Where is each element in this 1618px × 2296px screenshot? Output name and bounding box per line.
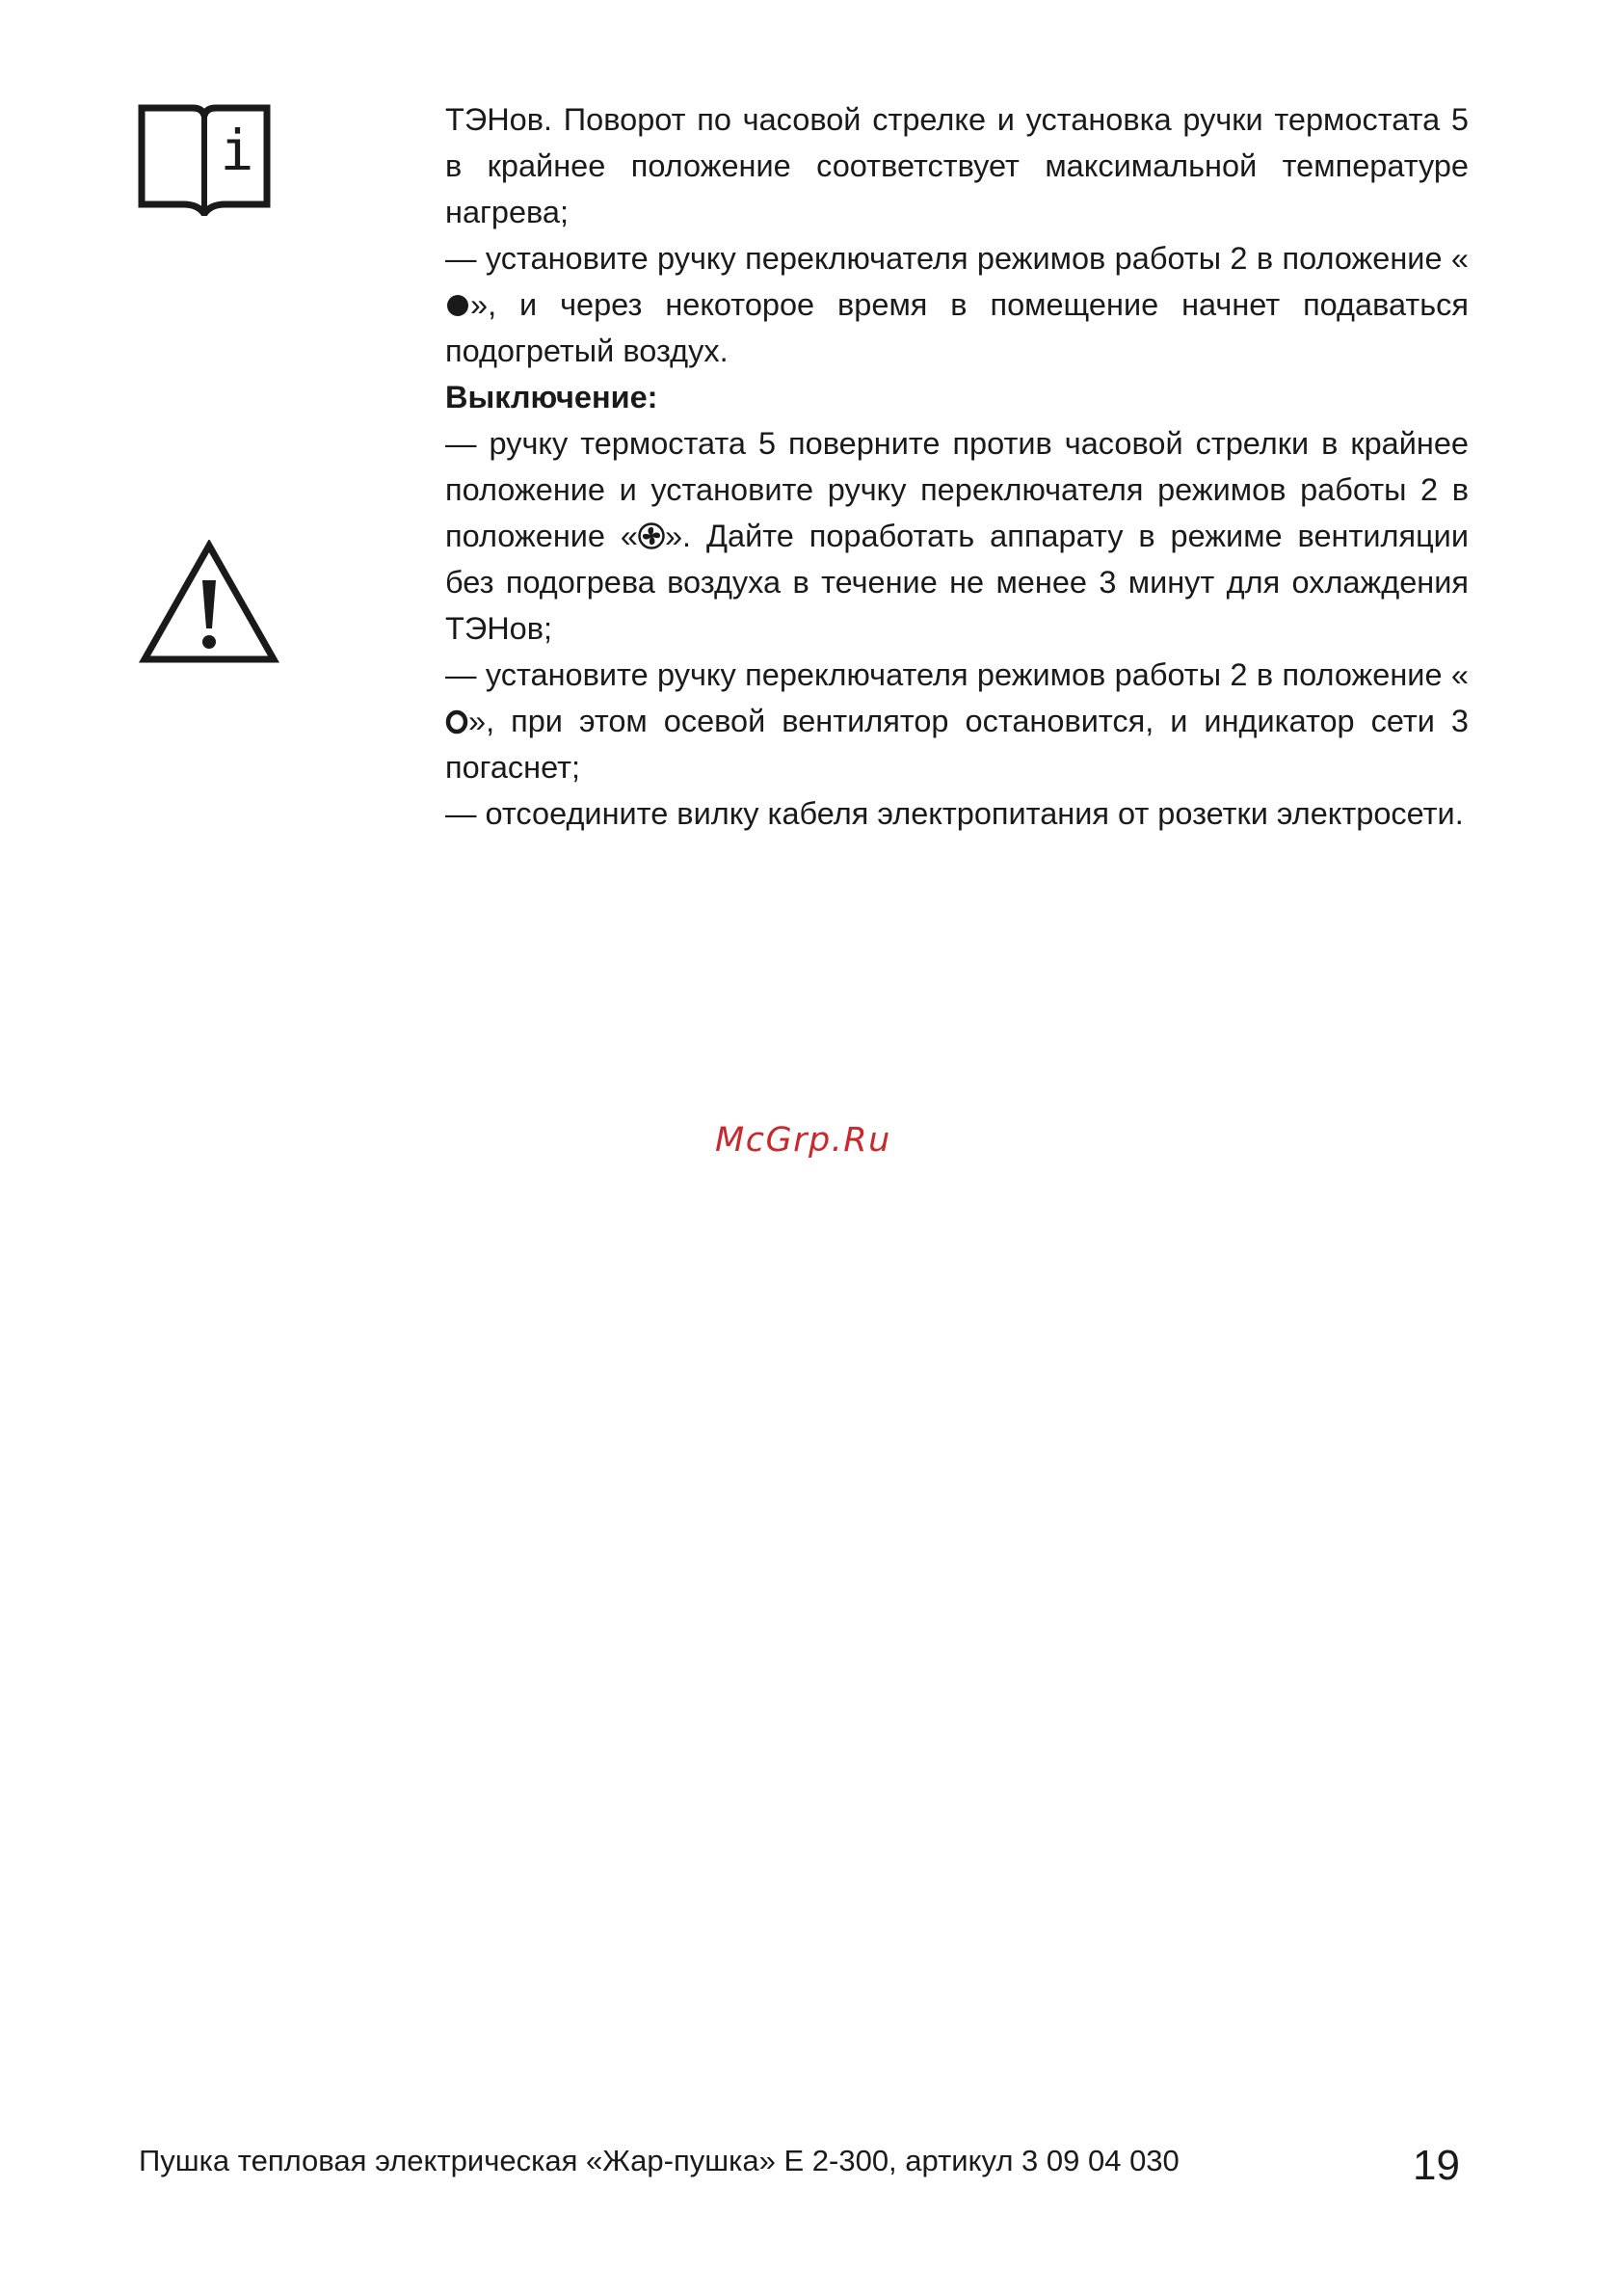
paragraph-heating-max: ТЭНов. Поворот по часовой стрелке и установка ручки термостата 5 в крайнее положение соответствует максимальной температуре нагрева; [445,102,1469,229]
off-circle-icon [445,709,468,734]
paragraph-fan-mode [445,420,1469,652]
filled-circle-icon [445,293,470,318]
instruction-text [445,96,1469,837]
paragraph-off-mode [445,652,1469,790]
watermark: McGrp.Ru [715,1121,891,1160]
paragraph-text: — установите ручку переключателя режимов работы 2 в положение « [445,657,1469,692]
paragraph-text: », и через некоторое время в помещение начнет подаваться подогретый воздух. [445,287,1469,368]
warning-triangle-icon [139,540,279,665]
footer-title: Пушка тепловая электрическая «Жар-пушка» Е 2-300, артикул 3 09 04 030 [139,2144,1180,2177]
page-number: 19 [1413,2142,1460,2189]
section-heading-off: Выключение: [445,380,658,414]
info-book-icon [137,100,272,216]
paragraph-text: », при этом осевой вентилятор остановится, и индикатор сети 3 погаснет; [445,704,1469,785]
fan-icon [638,522,665,549]
paragraph-text: ». Дайте поработать аппарату в режиме вентиляции без подогрева воздуха в течение не менее 3 минут для охлаждения ТЭНов; [445,519,1469,646]
svg-text:i: i [220,118,254,183]
paragraph-text: — ручку термостата 5 поверните против часовой стрелки в крайнее положение и установите ручку переключателя режимов работы 2 в положение « [445,426,1469,553]
paragraph-text: — установите ручку переключателя режимов работы 2 в положение « [445,241,1469,276]
paragraph-unplug: — отсоедините вилку кабеля электропитания от розетки электросети. [445,796,1464,831]
paragraph-set-heat-mode [445,235,1469,374]
